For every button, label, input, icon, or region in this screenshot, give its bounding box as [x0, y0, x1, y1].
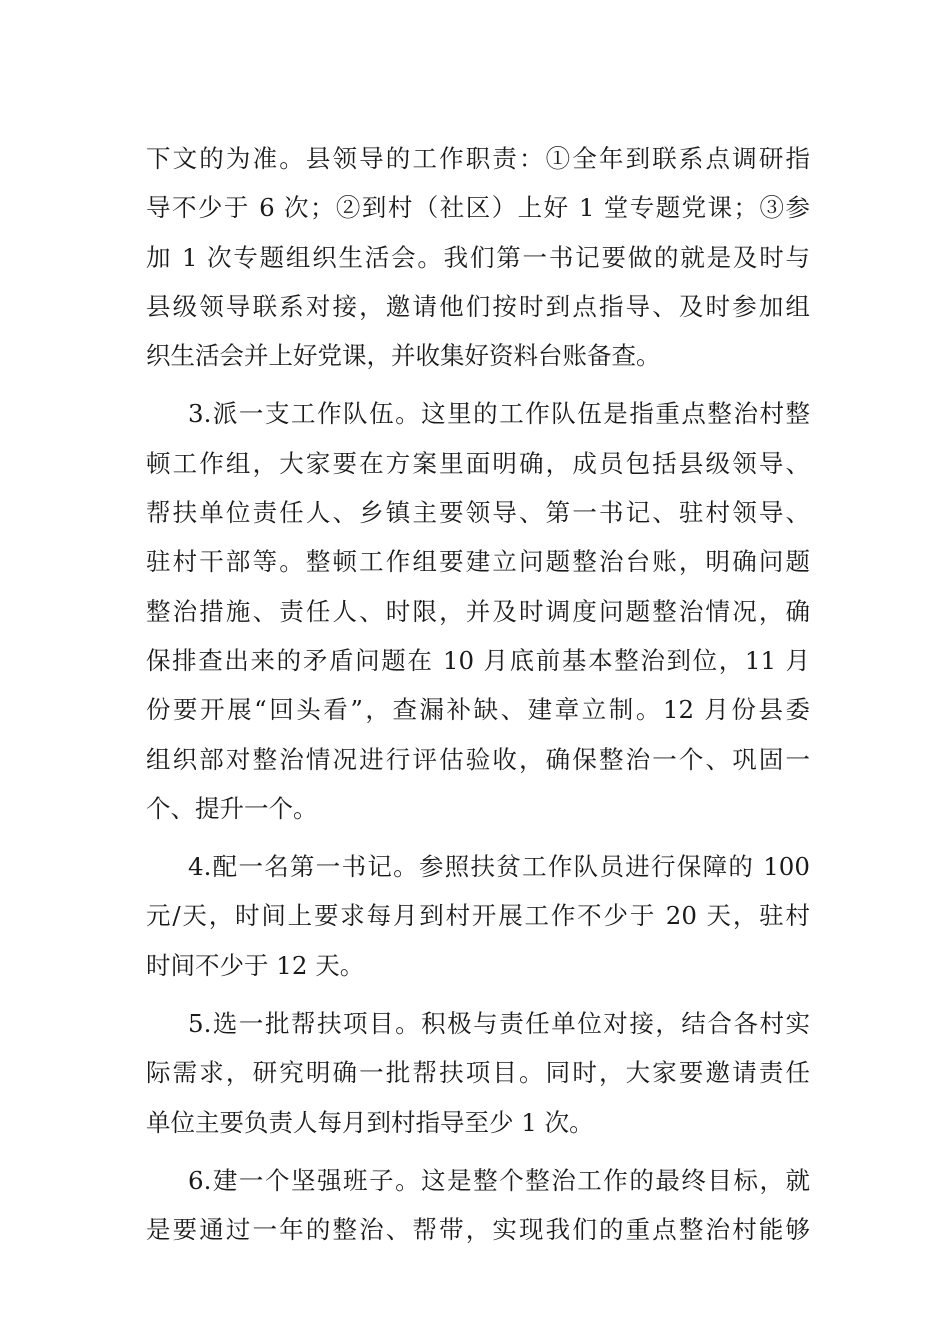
paragraph-work-team: [146, 389, 810, 833]
text-line: 6.建一个坚强班子。这是整个整治工作的最终目标，就: [188, 1165, 810, 1195]
text-line: 驻村干部等。整顿工作组要建立问题整治台账，明确问题: [146, 547, 810, 577]
text-line: 整治措施、责任人、时限，并及时调度问题整治情况，确: [146, 596, 810, 626]
text-line: 县级领导联系对接，邀请他们按时到点指导、及时参加组: [146, 291, 810, 321]
text-line: 织生活会并上好党课，并收集好资料台账备查。: [146, 341, 661, 371]
text-line: 顿工作组，大家要在方案里面明确，成员包括县级领导、: [146, 448, 810, 478]
text-line: 4.配一名第一书记。参照扶贫工作队员进行保障的 100: [188, 852, 810, 882]
text-line: 组织部对整治情况进行评估验收，确保整治一个、巩固一: [146, 744, 810, 774]
text-line: 3.派一支工作队伍。这里的工作队伍是指重点整治村整: [188, 399, 810, 429]
paragraph-strong-leadership: [146, 1156, 810, 1255]
text-line: 份要开展“回头看”，查漏补缺、建章立制。12 月份县委: [146, 695, 810, 725]
text-line: 保排查出来的矛盾问题在 10 月底前基本整治到位，11 月: [146, 645, 810, 675]
text-line: 下文的为准。县领导的工作职责：①全年到联系点调研指: [146, 144, 810, 173]
text-line: 是要通过一年的整治、帮带，实现我们的重点整治村能够: [146, 1215, 810, 1245]
text-line: 时间不少于 12 天。: [146, 950, 365, 980]
paragraph-first-secretary: [146, 842, 810, 990]
text-line: 个、提升一个。: [146, 793, 318, 823]
text-line: 际需求，研究明确一批帮扶项目。同时，大家要邀请责任: [146, 1058, 810, 1088]
text-line: 导不少于 6 次；②到村（社区）上好 1 堂专题党课；③参: [146, 193, 810, 223]
text-line: 单位主要负责人每月到村指导至少 1 次。: [146, 1107, 594, 1137]
document-body: [146, 134, 810, 1255]
text-line: 加 1 次专题组织生活会。我们第一书记要做的就是及时与: [146, 242, 810, 272]
paragraph-county-leader-duties: [146, 134, 810, 380]
paragraph-assistance-projects: [146, 999, 810, 1147]
text-line: 5.选一批帮扶项目。积极与责任单位对接，结合各村实: [188, 1009, 810, 1039]
text-line: 帮扶单位责任人、乡镇主要领导、第一书记、驻村领导、: [146, 498, 810, 528]
text-line: 元/天，时间上要求每月到村开展工作不少于 20 天，驻村: [146, 901, 810, 931]
